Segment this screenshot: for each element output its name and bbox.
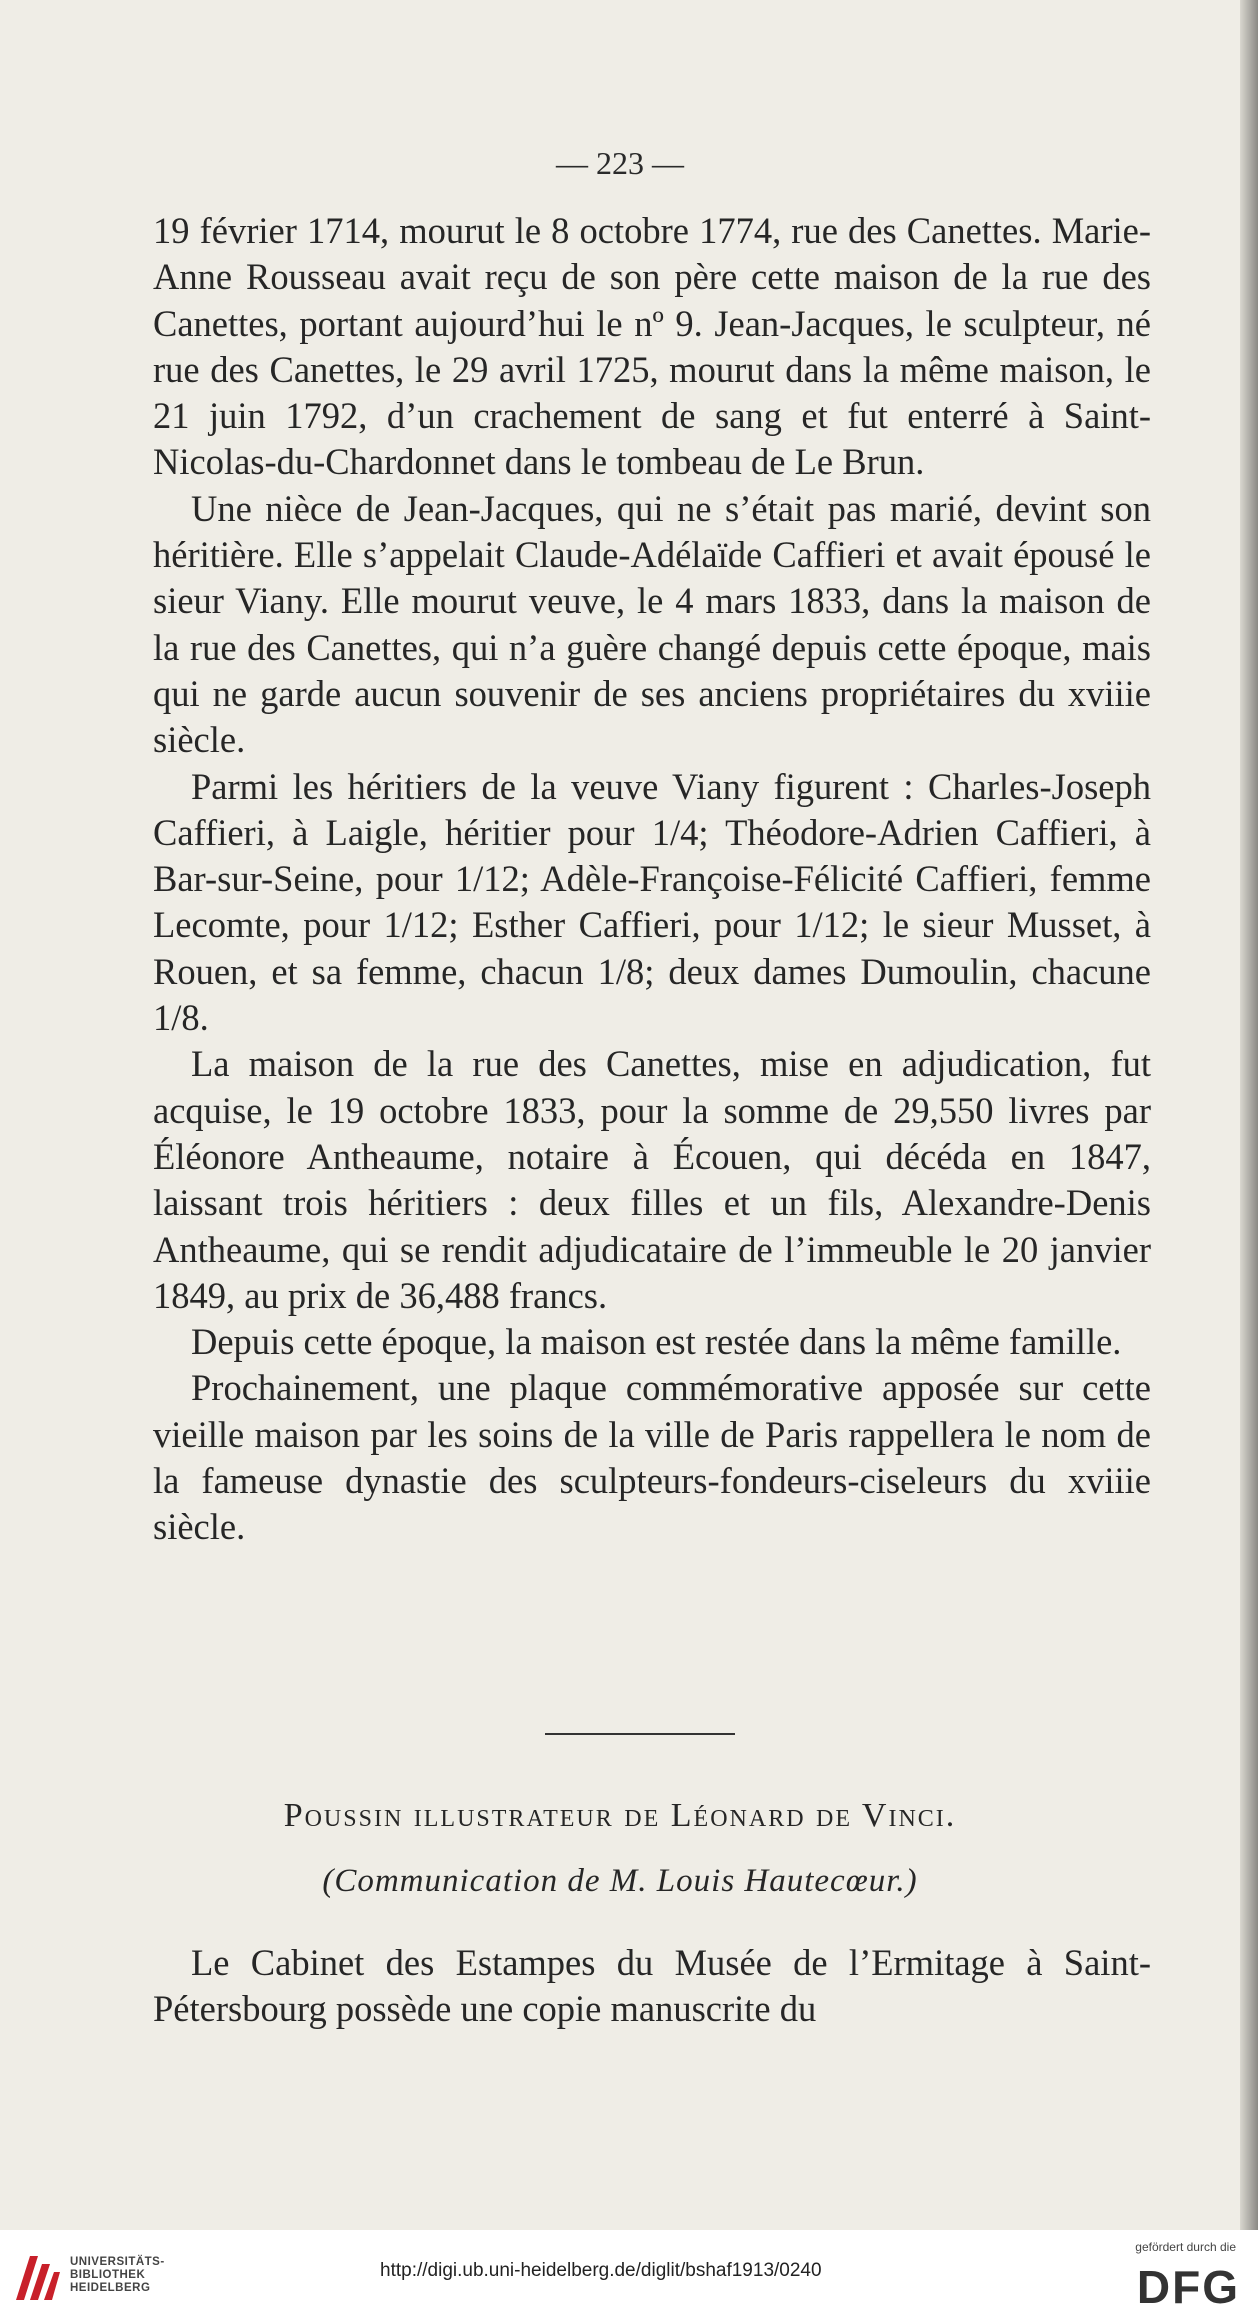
permalink-url[interactable]: http://digi.ub.uni-heidelberg.de/diglit/bshaf1913/0240 bbox=[380, 2260, 822, 2281]
section-divider bbox=[545, 1733, 735, 1735]
library-name-line: HEIDELBERG bbox=[70, 2282, 151, 2294]
library-name bbox=[70, 2256, 165, 2295]
funded-by-label: gefördert durch die bbox=[1135, 2240, 1236, 2254]
page-number: — 223 — bbox=[556, 145, 684, 181]
section-title: Poussin illustrateur de Léonard de Vinci. bbox=[283, 1797, 957, 1834]
university-library-logo-icon bbox=[12, 2250, 62, 2306]
library-name-line: UNIVERSITÄTS- bbox=[70, 2256, 165, 2268]
body-text bbox=[153, 208, 1151, 1551]
library-name-line: BIBLIOTHEK bbox=[70, 2269, 146, 2281]
paragraph-3: Parmi les héritiers de la veuve Viany figurent : Charles-Joseph Caffieri, à Laigle, héritier pour 1/4; Théodore-Adrien Caffieri, à Bar-sur-Seine, pour 1/12; Adèle-Françoise-Félicité Caffieri, femme Lecomte, pour 1/12; Esther Caffieri, pour 1/12; le sieur Musset, à Rouen, et sa femme, chacun 1/8; deux dames Dumoulin, chacune 1/8. bbox=[153, 765, 1151, 1039]
paragraph-6: Prochainement, une plaque commémorative apposée sur cette vieille maison par les soins de la ville de Paris rappellera le nom de la fameuse dynastie des sculpteurs-fondeurs-ciseleurs du xviiie siècle. bbox=[153, 1367, 1151, 1548]
digitization-footer bbox=[0, 2230, 1258, 2322]
paragraph-5: Depuis cette époque, la maison est restée dans la même famille. bbox=[191, 1321, 1122, 1363]
paragraph-4: La maison de la rue des Canettes, mise en adjudication, fut acquise, le 19 octobre 1833, pour la somme de 29,550 livres par Éléonore Antheaume, notaire à Écouen, qui décéda en 1847, laissant trois héritiers : deux filles et un fils, Alexandre-Denis Antheaume, qui se rendit adjudicataire de l’immeuble le 20 janvier 1849, au prix de 36,488 francs. bbox=[153, 1043, 1151, 1316]
paragraph-1: 19 février 1714, mourut le 8 octobre 1774, rue des Canettes. Marie-Anne Rousseau avait reçu de son père cette maison de la rue des Canettes, portant aujourd’hui le nº 9. Jean-Jacques, le sculpteur, né rue des Canettes, le 29 avril 1725, mourut dans la même maison, le 21 juin 1792, d’un crachement de sang et fut enterré à Saint-Nicolas-du-Chardonnet dans le tombeau de Le Brun. bbox=[153, 210, 1151, 483]
dfg-logo: DFG bbox=[1136, 2261, 1240, 2313]
page-edge bbox=[1240, 0, 1258, 2230]
paragraph-2: Une nièce de Jean-Jacques, qui ne s’était pas marié, devint son héritière. Elle s’appelait Claude-Adélaïde Caffieri et avait épousé le sieur Viany. Elle mourut veuve, le 4 mars 1833, dans la maison de la rue des Canettes, qui n’a guère changé depuis cette époque, mais qui ne garde aucun souvenir de ses anciens propriétaires du xviiie siècle. bbox=[153, 487, 1151, 761]
section-paragraph-1: Le Cabinet des Estampes du Musée de l’Ermitage à Saint-Pétersbourg possède une copie manuscrite du bbox=[153, 1942, 1151, 2030]
communication-credit: (Communication de M. Louis Hautecœur.) bbox=[322, 1863, 918, 1899]
section-body bbox=[153, 1940, 1151, 2033]
